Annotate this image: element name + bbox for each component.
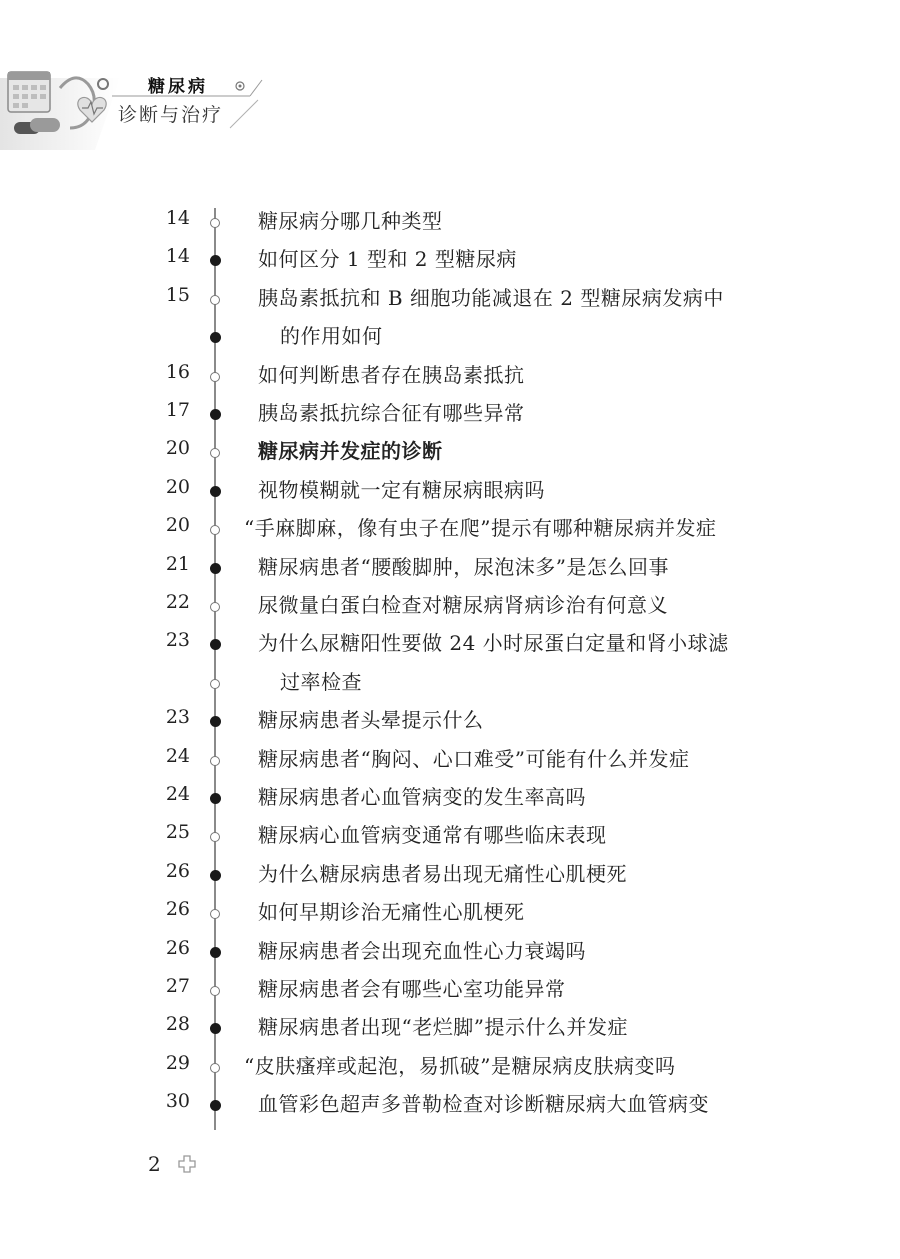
filled-bullet-icon [210,486,221,497]
toc-section-heading: 糖尿病并发症的诊断 [258,439,443,464]
hollow-bullet-icon [210,986,220,996]
filled-bullet-icon [210,947,221,958]
toc-page-number: 29 [165,1051,190,1074]
filled-bullet-icon [210,409,221,420]
toc-entry-title: 糖尿病患者会有哪些心室功能异常 [258,977,566,1001]
toc-entry-title: 为什么糖尿病患者易出现无痛性心肌梗死 [258,861,627,886]
toc-entry-title: 糖尿病患者心血管病变的发生率高吗 [258,785,586,809]
toc-page-number: 20 [165,437,190,460]
toc-entry-title: 糖尿病患者出现“老烂脚”提示什么并发症 [258,1015,628,1040]
toc-page-number: 14 [165,245,190,268]
toc-entry [0,357,900,395]
toc-entry [0,318,900,356]
toc-entry [0,779,900,817]
toc-entry-title: “手麻脚麻，像有虫子在爬”提示有哪种糖尿病并发症 [244,516,717,541]
toc-page-number: 20 [165,514,190,537]
cross-outline-icon [178,1155,196,1173]
filled-bullet-icon [210,563,221,574]
toc-page-number: 24 [165,744,190,767]
toc-entry-title: 的作用如何 [280,324,383,349]
toc-entry-title: 糖尿病患者头晕提示什么 [258,708,484,733]
toc-entry-title: 如何判断患者存在胰岛素抵抗 [258,362,525,387]
hollow-bullet-icon [210,832,220,842]
toc-entry [0,702,900,740]
filled-bullet-icon [210,1023,221,1034]
toc-entry-title: 如何早期诊治无痛性心肌梗死 [258,900,525,925]
toc-page-number: 23 [165,706,190,729]
toc-entry [0,472,900,510]
hollow-bullet-icon [210,218,220,228]
filled-bullet-icon [210,870,221,881]
toc-entry [0,549,900,587]
toc-entry [0,625,900,663]
toc-entry-title: 糖尿病心血管病变通常有哪些临床表现 [258,823,607,848]
toc-page-number: 17 [165,399,190,421]
header-decoration-icon [0,0,270,150]
toc-entry [0,933,900,971]
toc-entry-title: 胰岛素抵抗综合征有哪些异常 [258,401,525,425]
hollow-bullet-icon [210,372,220,382]
toc-entry-title: 视物模糊就一定有糖尿病眼病吗 [258,477,545,502]
toc-entry [0,433,900,471]
toc-entry-title: 如何区分 1 型和 2 型糖尿病 [258,247,517,272]
toc-entry [0,817,900,855]
toc-entry [0,971,900,1009]
toc-page-number: 22 [165,591,190,613]
toc-entry-title: 尿微量白蛋白检查对糖尿病肾病诊治有何意义 [258,593,668,617]
toc-page-number: 15 [165,283,190,306]
toc-page-number: 26 [165,936,190,959]
toc-entry [0,203,900,241]
toc-page-number: 28 [165,1013,190,1036]
toc-entry-title: 糖尿病分哪几种类型 [258,209,443,233]
hollow-bullet-icon [210,525,220,535]
toc-page-number: 27 [165,975,190,997]
hollow-bullet-icon [210,448,220,458]
toc-entry-title: 胰岛素抵抗和 B 细胞功能减退在 2 型糖尿病发病中 [258,285,724,310]
toc-entry [0,856,900,894]
toc-entry [0,1009,900,1047]
hollow-bullet-icon [210,679,220,689]
book-title: 糖尿病 [148,77,208,97]
page-number: 2 [148,1152,161,1176]
toc-entry-title: 血管彩色超声多普勒检查对诊断糖尿病大血管病变 [258,1092,709,1117]
toc-entry [0,587,900,625]
book-subtitle: 诊断与治疗 [118,104,224,126]
toc-page-number: 30 [165,1090,190,1113]
toc-entry [0,1086,900,1124]
page-header [0,0,900,160]
filled-bullet-icon [210,1100,221,1111]
toc-page-number: 26 [165,859,190,882]
hollow-bullet-icon [210,1063,220,1073]
hollow-bullet-icon [210,756,220,766]
filled-bullet-icon [210,255,221,266]
toc-entry [0,1048,900,1086]
toc-entry [0,741,900,779]
toc-entry [0,510,900,548]
toc-entry [0,894,900,932]
toc-page-number: 20 [165,475,190,498]
toc-page-number: 24 [165,783,190,805]
toc-entry [0,280,900,318]
filled-bullet-icon [210,332,221,343]
filled-bullet-icon [210,639,221,650]
toc-page-number: 26 [165,898,190,921]
toc-entry-title: 过率检查 [280,669,362,694]
toc-entry-title: 糖尿病患者“胸闷、心口难受”可能有什么并发症 [258,746,690,771]
hollow-bullet-icon [210,295,220,305]
toc-entry-title: 为什么尿糖阳性要做 24 小时尿蛋白定量和肾小球滤 [258,631,729,656]
toc-entry-title: “皮肤瘙痒或起泡，易抓破”是糖尿病皮肤病变吗 [244,1053,676,1078]
toc-entry [0,664,900,702]
hollow-bullet-icon [210,602,220,612]
toc-page-number: 21 [165,552,190,575]
toc-entry [0,395,900,433]
toc-page-number: 14 [165,207,190,229]
toc-entry [0,241,900,279]
filled-bullet-icon [210,716,221,727]
toc-page-number: 23 [165,629,190,652]
filled-bullet-icon [210,793,221,804]
toc-entry-title: 糖尿病患者会出现充血性心力衰竭吗 [258,938,586,963]
hollow-bullet-icon [210,909,220,919]
toc-page-number: 16 [165,360,190,383]
toc-page-number: 25 [165,821,190,844]
toc-entry-title: 糖尿病患者“腰酸脚肿，尿泡沫多”是怎么回事 [258,554,669,579]
